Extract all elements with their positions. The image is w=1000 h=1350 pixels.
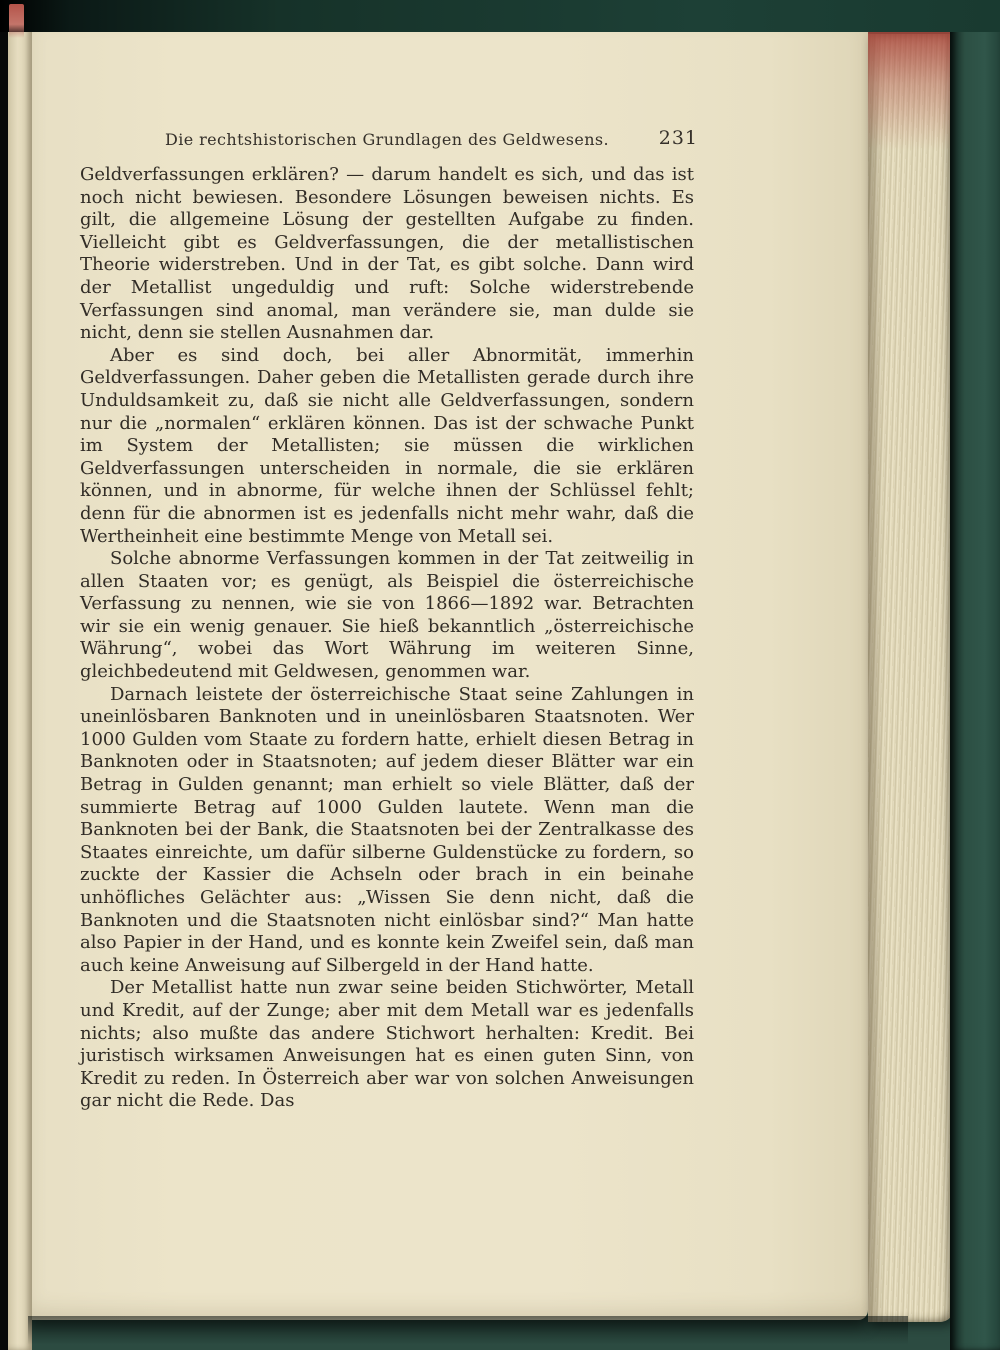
left-page-edge <box>8 26 32 1350</box>
paragraph: Solche abnorme Verfassungen kommen in der Tat zeitweilig in allen Staaten vor; es genügt, als Beispiel die österreichische Verfassung zu nennen, wie sie von 1866—1892 war. Betrachten wir sie ein wenig genauer. Sie hieß bekanntlich „österreichische Währung“, wobei das Wort Währung im weiteren Sinne, gleichbedeutend mit Geldwesen, genommen war. <box>80 548 694 683</box>
paragraph: Darnach leistete der österreichische Staat seine Zahlungen in uneinlösbaren Banknoten und in uneinlösbaren Staatsnoten. Wer 1000 Gulden vom Staate zu fordern hatte, erhielt diesen Betrag in Banknoten oder in Staatsnoten; auf jedem dieser Blätter war ein Betrag in Gulden genannt; man erhielt so viele Blätter, daß der summierte Betrag auf 1000 Gulden lautete. Wenn man die Banknoten bei der Bank, die Staatsnoten bei der Zentralkasse des Staates einreichte, um dafür silberne Guldenstücke zu fordern, so zuckte der Kassier die Achseln oder brach in ein beinahe unhöfliches Gelächter aus: „Wissen Sie denn nicht, daß die Banknoten und die Staatsnoten nicht einlösbar sind?“ Man hatte also Papier in der Hand, und es konnte kein Zweifel sein, daß man auch keine Anweisung auf Silbergeld in der Hand hatte. <box>80 683 694 976</box>
paragraph: Geldverfassungen erklären? — darum handelt es sich, und das ist noch nicht bewiesen. Besondere Lösungen beweisen nichts. Es gilt, die allgemeine Lösung der gestellten Aufgabe zu finden. Vielleicht gibt es Geldverfassungen, die der metallistischen Theorie widerstreben. Und in der Tat, es gibt solche. Dann wird der Metallist ungeduldig und ruft: Solche widerstrebende Verfassungen sind anomal, man verändere sie, man dulde sie nicht, denn sie stellen Ausnahmen dar. <box>80 164 694 344</box>
page-text <box>80 164 694 1113</box>
page-header <box>80 127 698 149</box>
left-red-page-edge <box>9 4 24 38</box>
paragraph: Aber es sind doch, bei aller Abnormität, immerhin Geldverfassungen. Daher geben die Metallisten gerade durch ihre Unduldsamkeit zu, daß sie nicht alle Geldverfassungen, sondern nur die „normalen“ erklären können. Das ist der schwache Punkt im System der Metallisten; sie müssen die wirklichen Geldverfassungen unterscheiden in normale, die sie erklären können, und in abnorme, für welche ihnen der Schlüssel fehlt; denn für die abnormen ist es jedenfalls nicht mehr wahr, daß die Wertheinheit eine bestimmte Menge von Metall sei. <box>80 344 694 547</box>
fore-edge-page-stack <box>868 34 954 1322</box>
scan-background-left <box>0 0 8 1350</box>
paragraph: Der Metallist hatte nun zwar seine beiden Stichwörter, Metall und Kredit, auf der Zunge; aber mit dem Metall war es jedenfalls nichts; also mußte das andere Stichwort herhalten: Kredit. Bei juristisch wirksamen Anweisungen hat es einen guten Sinn, von Kredit zu reden. In Österreich aber war von solchen Anweisungen gar nicht die Rede. Das <box>80 977 694 1112</box>
book-page <box>28 30 868 1320</box>
running-header: Die rechtshistorischen Grundlagen des Geldwesens. <box>164 130 610 149</box>
book-cover-right <box>950 0 1000 1350</box>
red-top-page-edge <box>868 30 954 150</box>
page-number: 231 <box>658 127 698 149</box>
page-bottom-shadow <box>28 1316 908 1350</box>
